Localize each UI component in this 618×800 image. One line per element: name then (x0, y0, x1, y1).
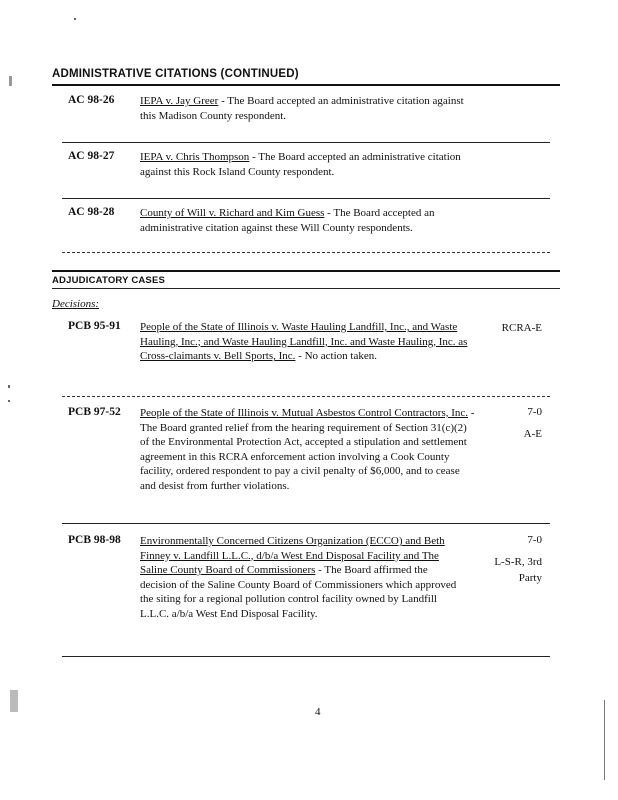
entry-body (140, 534, 460, 622)
entry-number: PCB 98-98 (68, 534, 121, 546)
entry-vote: 7-0 (527, 406, 542, 418)
case-title: County of Will v. Richard and Kim Guess (140, 207, 325, 219)
entry-text: - The Board granted relief from the hearing requirement of Section 31(c)(2) of the Environmental Protection Act, accepted a stipulation and settlement agreement in this RCRA enforcement action involving a Cook County facility, ordered respondent to pay a civil penalty of $6,000, and to cease and desist from further violations. (140, 407, 475, 492)
entry-text: - The Board accepted an administrative citation against this Madison County respondent. (140, 95, 464, 122)
entry-body (140, 320, 470, 364)
entry-body (140, 206, 480, 235)
entry-text: - No action taken. (295, 350, 377, 363)
entry-number: PCB 97-52 (68, 406, 121, 418)
entry-tag: Party (518, 572, 542, 584)
entry-body (140, 94, 480, 123)
entry-tag: RCRA-E (501, 322, 542, 334)
entry-number: AC 98-27 (68, 150, 115, 162)
section-title-administrative-citations: ADMINISTRATIVE CITATIONS (CONTINUED) (52, 68, 299, 80)
entry-tag: A-E (523, 428, 542, 440)
entry-divider (62, 142, 550, 143)
section-rule (52, 84, 560, 86)
entry-text: - The Board accepted an administrative citation against these Will County respondents. (140, 207, 435, 234)
scan-speck (10, 690, 18, 712)
case-title: People of the State of Illinois v. Mutual Asbestos Control Contractors, Inc. (140, 407, 469, 419)
case-title: Environmentally Concerned Citizens Organization (ECCO) and Beth Finney v. Landfill L.L.C., d/b/a West End Disposal Facility and The Saline County Board of Commissioners (140, 535, 445, 577)
entry-vote: 7-0 (527, 534, 542, 546)
entry-divider (62, 252, 550, 253)
entry-body (140, 406, 475, 494)
section-rule (52, 270, 560, 272)
entry-number: AC 98-28 (68, 206, 115, 218)
case-title: IEPA v. Chris Thompson (140, 151, 250, 163)
scan-speck (8, 385, 10, 388)
entry-text: - The Board affirmed the decision of the Saline County Board of Commissioners which approved the siting for a regional pollution control facility owned by Landfill L.L.C. a/b/a West End Disposal Facility. (140, 564, 457, 620)
scan-speck (74, 18, 76, 20)
case-title: IEPA v. Jay Greer (140, 95, 219, 107)
case-title: People of the State of Illinois v. Waste Hauling Landfill, Inc., and Waste Hauling, Inc.; and Waste Hauling Landfill, Inc. and Waste Hauling, Inc. as Cross-claimants v. Bell Sports, Inc. (140, 321, 468, 363)
scan-speck (9, 76, 12, 86)
entry-number: PCB 95-91 (68, 320, 121, 332)
entry-body (140, 150, 470, 179)
section-rule (52, 288, 560, 289)
page-number: 4 (315, 706, 321, 718)
subsection-decisions: Decisions: (52, 298, 100, 310)
entry-number: AC 98-26 (68, 94, 115, 106)
section-title-adjudicatory-cases: ADJUDICATORY CASES (52, 275, 166, 286)
scan-speck (8, 400, 10, 402)
entry-divider (62, 656, 550, 657)
entry-divider (62, 523, 550, 524)
scan-edge-line (604, 700, 605, 780)
entry-tag: L-S-R, 3rd (494, 556, 542, 568)
entry-divider (62, 198, 550, 199)
entry-divider (62, 396, 550, 397)
entry-text: - The Board accepted an administrative citation against this Rock Island County respondent. (140, 151, 461, 178)
